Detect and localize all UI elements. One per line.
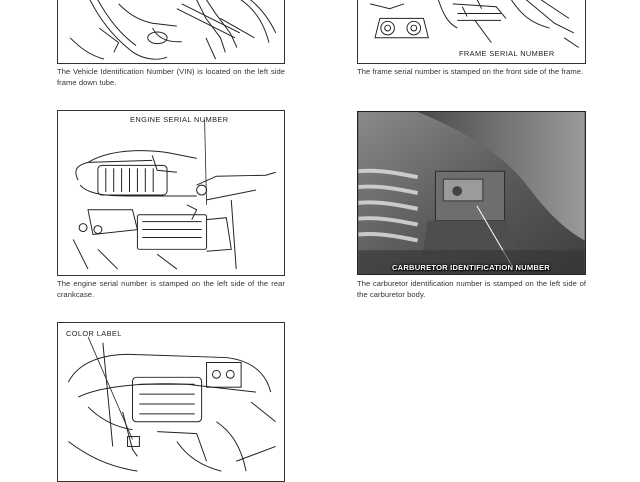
engine-serial-label: ENGINE SERIAL NUMBER bbox=[130, 115, 229, 124]
carburetor-caption: The carburetor identification number is stamped on the left side of the carburetor body. bbox=[357, 279, 586, 299]
color-label-label: COLOR LABEL bbox=[66, 329, 122, 338]
engine-serial-illustration bbox=[58, 111, 284, 275]
carburetor-photo-image bbox=[358, 112, 585, 274]
carburetor-label: CARBURETOR IDENTIFICATION NUMBER bbox=[392, 263, 550, 272]
vin-illustration bbox=[58, 0, 284, 63]
vin-caption: The Vehicle Identification Number (VIN) is located on the left side frame down tube. bbox=[57, 67, 285, 87]
color-label-illustration bbox=[58, 323, 284, 481]
color-label-figure bbox=[57, 322, 285, 482]
frame-serial-figure bbox=[357, 0, 586, 64]
vin-figure bbox=[57, 0, 285, 64]
carburetor-photo bbox=[357, 111, 586, 275]
engine-serial-caption: The engine serial number is stamped on the left side of the rear crankcase. bbox=[57, 279, 285, 299]
engine-serial-figure bbox=[57, 110, 285, 276]
frame-serial-caption: The frame serial number is stamped on the front side of the frame. bbox=[357, 67, 584, 76]
frame-serial-label: FRAME SERIAL NUMBER bbox=[459, 49, 555, 58]
